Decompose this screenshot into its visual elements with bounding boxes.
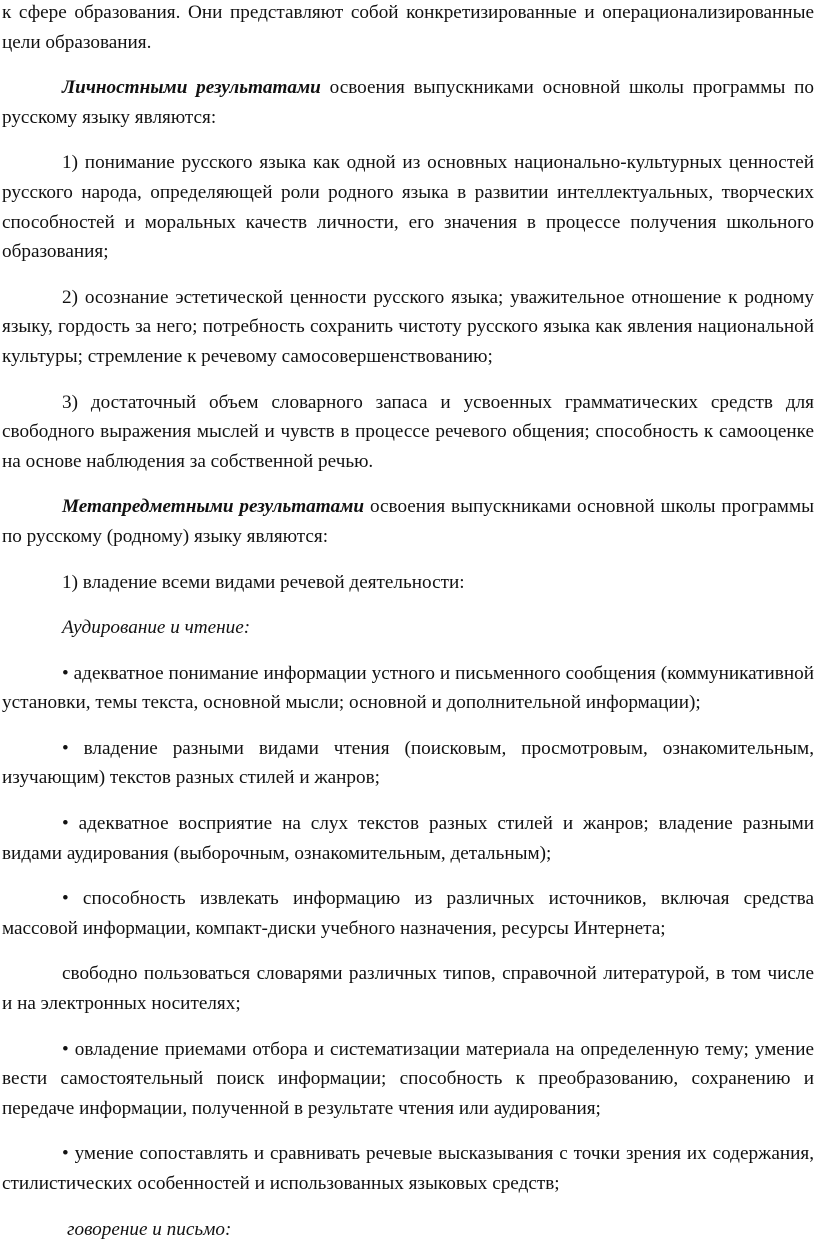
paragraph-speech-activity xyxy=(2,568,814,598)
paragraph-personal-results xyxy=(2,73,814,132)
paragraph-text: • овладение приемами отбора и систематизации материала на определенную тему; умение вести самостоятельный поиск информации; способность к преобразованию, сохранению и передаче информации, полученной в результате чтения или аудирования; xyxy=(2,1038,814,1119)
subheading-text: говорение и письмо: xyxy=(67,1218,232,1240)
subheading-speaking-writing xyxy=(2,1215,814,1245)
bullet-item-material-selection xyxy=(2,1035,814,1124)
paragraph-lead-bold: Метапредметными результатами xyxy=(62,496,365,518)
paragraph-text: освоения выпускниками основной школы программы по русскому (родному) языку являются: xyxy=(2,496,814,547)
bullet-item-information-sources xyxy=(2,884,814,943)
paragraph-metasubject-results xyxy=(2,492,814,551)
paragraph-text: 2) осознание эстетической ценности русского языка; уважительное отношение к родному языку, гордость за него; потребность сохранить чистоту русского языка как явления национальной культуры; стремление к речевому самосовершенствованию; xyxy=(2,286,814,367)
bullet-item-understanding xyxy=(2,659,814,718)
bullet-item-reading-types xyxy=(2,734,814,793)
paragraph-text: • адекватное понимание информации устного и письменного сообщения (коммуникативной установки, темы текста, основной мысли; основной и дополнительной информации); xyxy=(2,662,814,714)
bullet-item-comparison xyxy=(2,1139,814,1198)
paragraph-text: 3) достаточный объем словарного запаса и усвоенных грамматических средств для свободного выражения мыслей и чувств в процессе речевого общения; способность к самооценке на основе наблюдения за собственной речью. xyxy=(2,391,814,472)
paragraph-text: освоения выпускниками основной школы программы по русскому языку являются: xyxy=(2,77,814,128)
paragraph-text: 1) понимание русского языка как одной из основных национально-культурных ценностей русского народа, определяющей роли родного языка в развитии интеллектуальных, творческих способностей и моральных качеств личности, его значения в процессе получения школьного образования; xyxy=(2,152,814,263)
paragraph-dictionaries xyxy=(2,959,814,1018)
paragraph-item-2 xyxy=(2,283,814,372)
paragraph-text: свободно пользоваться словарями различных типов, справочной литературой, в том числе и на электронных носителях; xyxy=(2,963,814,1015)
paragraph-text: • адекватное восприятие на слух текстов разных стилей и жанров; владение разными видами аудирования (выборочным, ознакомительным, детальным); xyxy=(2,813,814,864)
paragraph-text: к сфере образования. Они представляют собой конкретизированные и операционализированные цели образования. xyxy=(2,2,814,53)
subheading-listening-reading xyxy=(2,613,814,643)
paragraph-lead-bold: Личностными результатами xyxy=(62,77,321,99)
paragraph-item-3 xyxy=(2,388,814,477)
subheading-text: Аудирование и чтение: xyxy=(62,617,251,639)
paragraph-text: 1) владение всеми видами речевой деятельности: xyxy=(62,571,465,593)
paragraph-text: • способность извлекать информацию из различных источников, включая средства массовой информации, компакт-диски учебного назначения, ресурсы Интернета; xyxy=(2,888,814,939)
paragraph-text: • владение разными видами чтения (поисковым, просмотровым, ознакомительным, изучающим) текстов разных стилей и жанров; xyxy=(2,737,814,789)
paragraph-item-1 xyxy=(2,148,814,266)
bullet-item-listening xyxy=(2,809,814,868)
paragraph-intro xyxy=(2,0,814,57)
paragraph-text: • умение сопоставлять и сравнивать речевые высказывания с точки зрения их содержания, стилистических особенностей и использованных языковых средств; xyxy=(2,1143,814,1194)
